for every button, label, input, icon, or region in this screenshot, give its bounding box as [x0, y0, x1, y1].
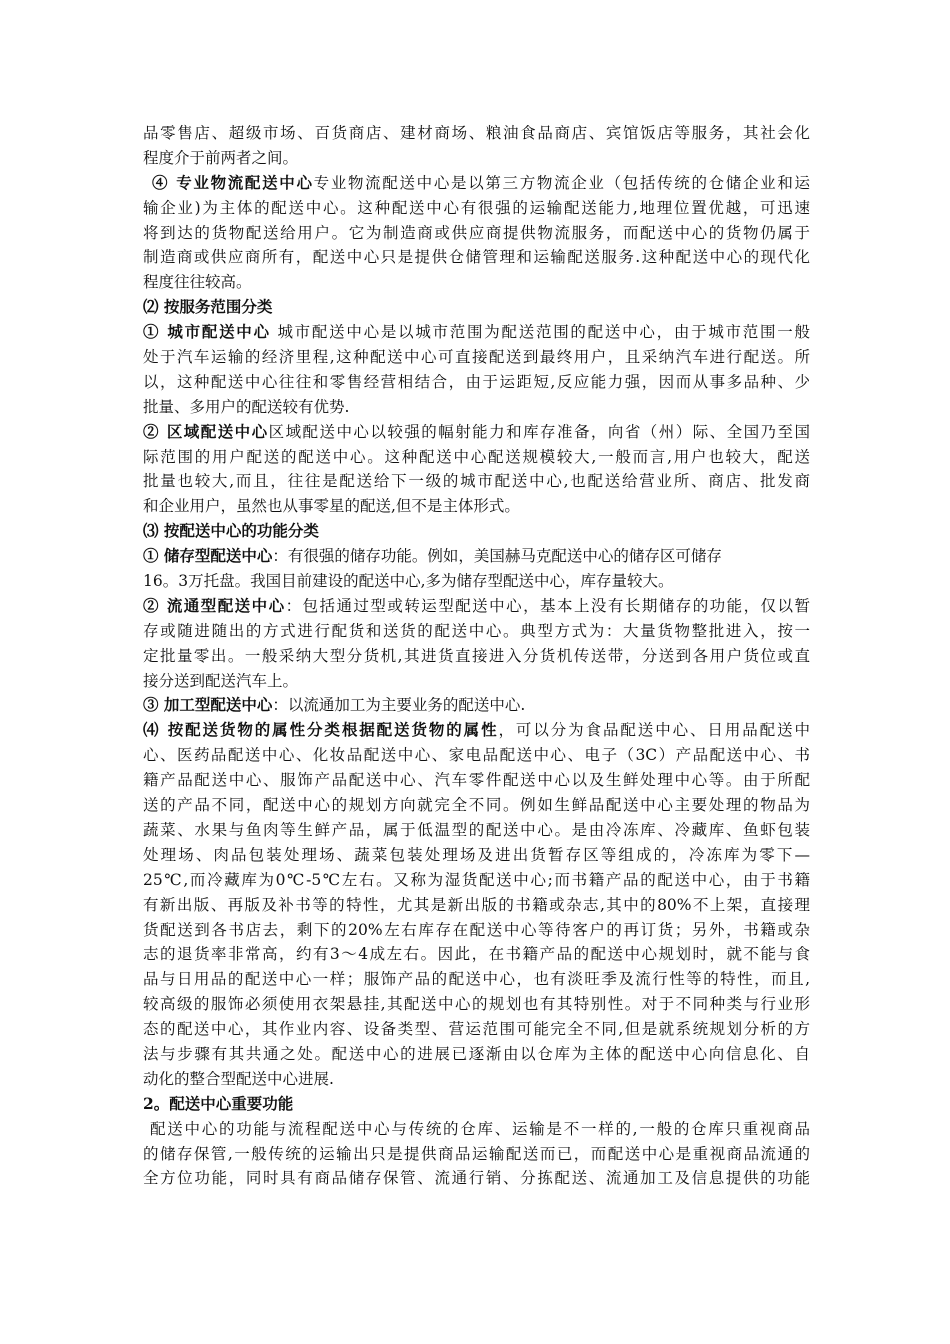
- body-text: 动化的整合型配送中心进展.: [143, 1069, 334, 1088]
- body-text: 籍产品配送中心、服饰产品配送中心、汽车零件配送中心以及生鲜处理中心等。由于所配: [143, 771, 810, 790]
- text-line: [143, 693, 810, 718]
- body-text: 际范围的用户配送的配送中心。这种配送中心配送规模较大,一般而言,用户也较大，配送: [143, 447, 810, 466]
- body-text: 处理场、肉品包装处理场、蔬菜包装处理场及进出货暂存区等组成的，冷冻库为零下—: [143, 845, 810, 864]
- body-text: 专业物流配送中心是以第三方物流企业（包括传统的仓储企业和运: [313, 173, 810, 192]
- bold-heading-text: ④ 专业物流配送中心: [152, 172, 314, 192]
- text-line: [143, 1067, 810, 1092]
- bold-heading-text: ⑵ 按服务范围分类: [143, 297, 273, 317]
- paragraph: [143, 1117, 810, 1192]
- body-text: 品与日用品的配送中心一样；服饰产品的配送中心，也有淡旺季及流行性等的特性，而且,: [143, 970, 810, 989]
- paragraph: [143, 420, 810, 520]
- text-line: [143, 818, 810, 843]
- text-line: [143, 644, 810, 669]
- body-text: 接分送到配送汽车上。: [143, 671, 299, 690]
- body-text: 全方位功能，同时具有商品储存保管、流通行销、分拣配送、流通加工及信息提供的功能: [143, 1169, 810, 1188]
- body-text: 定批量零出。一般采纳大型分货机,其进货直接进入分货机传送带，分送到各用户货位或直: [143, 646, 810, 665]
- body-text: 和企业用户，虽然也从事零星的配送,但不是主体形式。: [143, 497, 520, 516]
- body-text: 较高级的服饰必须使用衣架悬挂,其配送中心的规划也有其特别性。对于不同种类与行业形: [143, 995, 810, 1014]
- paragraph: [143, 718, 810, 1091]
- body-text: 志的退货率非常高，约有3～4成左右。因此，在书籍产品的配送中心规划时，就不能与食: [143, 945, 810, 964]
- body-text: 批量也较大,而且，往往是配送给下一级的城市配送中心,也配送给营业所、商店、批发商: [143, 472, 810, 491]
- body-text: 蔬菜、水果与鱼肉等生鲜产品，属于低温型的配送中心。是由冷冻库、冷藏库、鱼虾包装: [143, 820, 810, 839]
- body-text: 处于汽车运输的经济里程,这种配送中心可直接配送到最终用户，且采纳汽车进行配送。所: [143, 348, 810, 367]
- text-line: [143, 1142, 810, 1167]
- text-line: [143, 992, 810, 1017]
- text-line: [143, 718, 810, 743]
- text-line: [143, 245, 810, 270]
- body-text: 货配送到各书店去，剩下的20%左右库存在配送中心等待客户的再订货；另外，书籍或杂: [143, 920, 810, 939]
- text-line: [143, 221, 810, 246]
- body-text: 以，这种配送中心往往和零售经营相结合，由于运距短,反应能力强，因而从事多品种、少: [143, 372, 810, 391]
- text-line: [143, 1092, 810, 1117]
- body-text: 将到达的货物配送给用户。它为制造商或供应商提供物流服务，而配送中心的货物仍属于: [143, 223, 810, 242]
- bold-heading-text: ② 流通型配送中心: [143, 595, 286, 615]
- body-text: 批量、多用户的配送较有优势.: [143, 397, 350, 416]
- body-text: 送的产品不同，配送中心的规划方向就完全不同。例如生鲜品配送中心主要处理的物品为: [143, 796, 810, 815]
- body-text: ，可以分为食品配送中心、日用品配送中: [498, 721, 810, 740]
- body-text: ：有很强的储存功能。例如，美国赫马克配送中心的储存区可储存: [272, 547, 722, 566]
- text-line: [143, 843, 810, 868]
- text-line: [143, 320, 810, 345]
- text-line: [143, 270, 810, 295]
- text-line: [143, 121, 810, 146]
- bold-heading-text: ① 储存型配送中心: [143, 546, 273, 566]
- text-line: [143, 942, 810, 967]
- paragraph: [143, 121, 810, 171]
- body-text: ：以流通加工为主要业务的配送中心.: [272, 696, 526, 715]
- body-text: 品零售店、超级市场、百货商店、建材商场、粮油食品商店、宾馆饭店等服务，其社会化: [143, 124, 810, 142]
- bold-heading-text: ③ 加工型配送中心: [143, 695, 273, 715]
- text-line: [143, 395, 810, 420]
- text-line: [143, 1166, 810, 1191]
- body-text: 制造商或供应商所有，配送中心只是提供仓储管理和运输配送服务.这种配送中心的现代化: [143, 248, 810, 267]
- text-line: [143, 619, 810, 644]
- text-line: [143, 793, 810, 818]
- bold-heading-text: ② 区域配送中心: [143, 421, 269, 441]
- body-text: 配送中心的功能与流程配送中心与传统的仓库、运输是不一样的,一般的仓库只重视商品: [150, 1119, 810, 1138]
- body-text: 有新出版、再版及补书等的特性，尤其是新出版的书籍或杂志,其中的80%不上架，直接理: [143, 895, 810, 914]
- text-line: [143, 1117, 810, 1142]
- text-line: [143, 594, 810, 619]
- text-line: [143, 345, 810, 370]
- text-line: [143, 893, 810, 918]
- body-text: 心、医药品配送中心、化妆品配送中心、家电品配送中心、电子（3C）产品配送中心、书: [143, 746, 810, 765]
- text-line: [143, 469, 810, 494]
- body-text: 城市配送中心是以城市范围为配送范围的配送中心，由于城市范围一般: [270, 323, 810, 342]
- body-text: 程度介于前两者之间。: [143, 148, 299, 167]
- paragraph: [143, 295, 810, 320]
- text-line: [143, 967, 810, 992]
- text-line: [143, 1042, 810, 1067]
- body-text: 的储存保管,一般传统的运输出只是提供商品运输配送而已，而配送中心是重视商品流通的: [143, 1144, 810, 1163]
- body-text: 区域配送中心以较强的幅射能力和库存准备，向省（州）际、全国乃至国: [268, 422, 810, 441]
- body-text: 输企业)为主体的配送中心。这种配送中心有很强的运输配送能力,地理位置优越，可迅速: [143, 198, 810, 217]
- bold-heading-text: ⑷ 按配送货物的属性分类根据配送货物的属性: [143, 720, 499, 740]
- text-line: [143, 146, 810, 171]
- text-line: [143, 669, 810, 694]
- bold-heading-text: ⑶ 按配送中心的功能分类: [143, 521, 319, 541]
- text-line: [143, 768, 810, 793]
- body-text: 16。3万托盘。我国目前建设的配送中心,多为储存型配送中心，库存量较大。: [143, 572, 674, 591]
- text-line: [143, 420, 810, 445]
- body-text: 态的配送中心，其作业内容、设备类型、营运范围可能完全不同,但是就系统规划分析的方: [143, 1020, 810, 1039]
- text-line: [143, 743, 810, 768]
- text-line: [143, 196, 810, 221]
- text-line: [143, 295, 810, 320]
- text-line: [143, 1017, 810, 1042]
- bold-heading-text: 2。配送中心重要功能: [143, 1093, 294, 1113]
- body-text: 存或随进随出的方式进行配货和送货的配送中心。典型方式为：大量货物整批进入，按一: [143, 621, 810, 640]
- paragraph: [143, 693, 810, 718]
- text-line: [143, 868, 810, 893]
- body-text: ：包括通过型或转运型配送中心，基本上没有长期储存的功能，仅以暂: [285, 596, 810, 615]
- text-line: [143, 494, 810, 519]
- body-text: 25℃,而冷藏库为0℃-5℃左右。又称为湿货配送中心;而书籍产品的配送中心，由于书籍: [143, 870, 810, 889]
- text-line: [143, 544, 810, 569]
- text-line: [143, 519, 810, 544]
- paragraph: [143, 594, 810, 694]
- document-page: [143, 121, 810, 1191]
- text-line: [143, 569, 810, 594]
- body-text: 法与步骤有其共通之处。配送中心的进展已逐渐由以仓库为主体的配送中心向信息化、自: [143, 1044, 810, 1063]
- paragraph: [143, 519, 810, 544]
- paragraph: [143, 171, 810, 295]
- text-line: [143, 171, 810, 196]
- paragraph: [143, 320, 810, 420]
- body-text: 程度往往较高。: [143, 273, 252, 292]
- paragraph: [143, 544, 810, 594]
- bold-heading-text: ① 城市配送中心: [143, 322, 271, 342]
- text-line: [143, 370, 810, 395]
- text-line: [143, 445, 810, 470]
- paragraph: [143, 1092, 810, 1117]
- text-line: [143, 918, 810, 943]
